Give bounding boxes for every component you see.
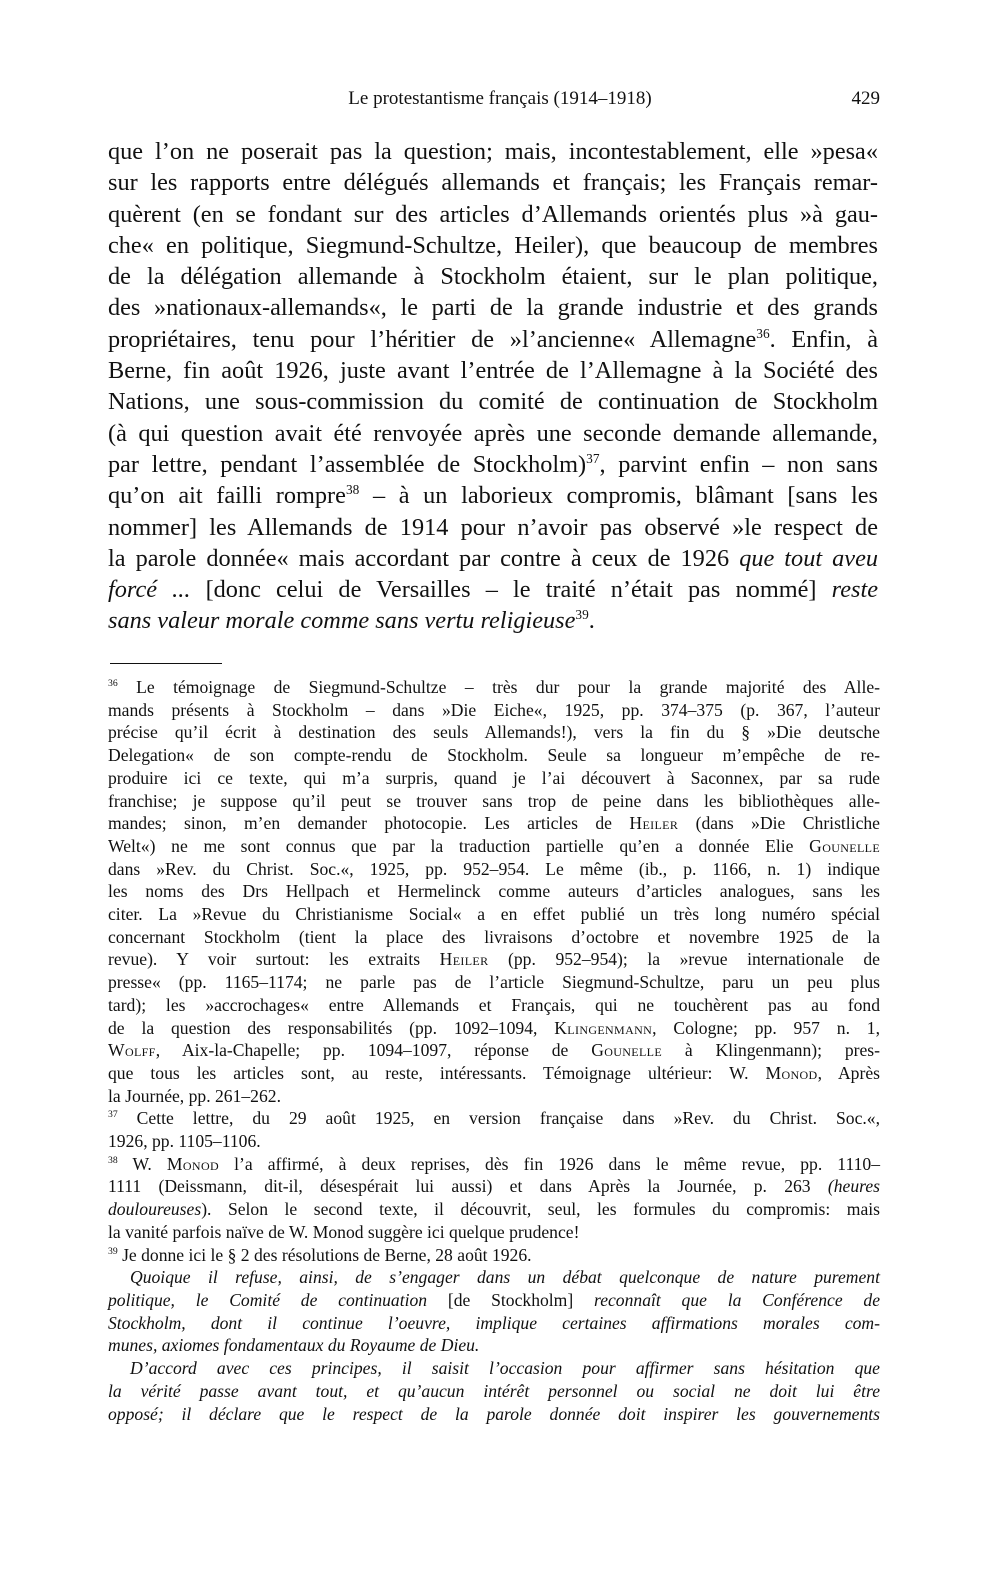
body-text: [donc celui de Versailles – le traité n’était pas nommé]	[190, 576, 832, 604]
footnote-text: ). Selon le second texte, il découvrit, seul, les formules du compromis: mais	[201, 1199, 880, 1220]
footnote-37-line	[108, 1107, 880, 1130]
footnote-38-line	[108, 1198, 880, 1221]
footnote-text: (pp. 952–954); la »revue internationale de	[488, 949, 880, 970]
footnote-36-line: concernant Stockholm (tient la place des livraisons d’octobre et novembre 1925 de la	[108, 926, 880, 947]
footnote-text: revue). Y voir surtout: les extraits	[108, 949, 440, 970]
author-name: Heiler	[629, 813, 679, 834]
footnote-italic: douloureuses	[108, 1199, 202, 1220]
footnote-36-line: la Journée, pp. 261–262.	[108, 1085, 281, 1106]
quote-line: D’accord avec ces principes, il saisit l’occasion pour affirmer sans hésitation que	[130, 1358, 880, 1379]
body-line	[108, 480, 878, 511]
footnote-36-line	[108, 835, 880, 858]
footnote-36-line: les noms des Drs Hellpach et Hermelinck comme auteurs d’articles analogues, sans les	[108, 881, 880, 902]
running-header	[110, 84, 890, 114]
footnote-marker-36: 36	[108, 678, 118, 690]
footnote-marker-37: 37	[108, 1109, 118, 1121]
footnote-36-line	[108, 948, 880, 971]
body-text: la parole donnée« mais accordant par contre à ceux de 1926	[108, 544, 730, 572]
quote-line: munes, axiomes fondamentaux du Royaume de Dieu.	[108, 1335, 480, 1356]
footnote-36-line: produire ici ce texte, qui m’a surpris, quand je l’ai découvert à Saconnex, par sa rude	[108, 767, 880, 788]
running-title: Le protestantisme français (1914–1918)	[348, 88, 652, 109]
body-text: propriétaires, tenu pour l’héritier de »l’ancienne« Allemagne	[108, 325, 757, 353]
body-italic: que tout aveu	[739, 544, 879, 572]
body-line: (à qui question avait été renvoyée après une seconde demande allemande,	[108, 419, 878, 447]
footnote-text: Welt«) ne me sont connus que par la traduction partielle qu’en a donnée Elie	[108, 835, 810, 856]
footnote-text: Le témoignage de Siegmund-Schultze – très dur pour la grande majorité des Alle-	[117, 677, 880, 697]
body-line: des »nationaux-allemands«, le parti de la grande industrie et des grands	[108, 294, 878, 322]
quote-line	[108, 1289, 880, 1312]
footnote-36-line	[108, 676, 880, 699]
quote-line: Quoique il refuse, ainsi, de s’engager dans un débat quelconque de nature purement	[130, 1267, 880, 1288]
footnote-38-line: la vanité parfois naïve de W. Monod suggère ici quelque prudence!	[108, 1221, 580, 1242]
body-italic: reste	[831, 576, 878, 604]
body-line: que l’on ne poserait pas la question; mais, incontestablement, elle »pesa«	[108, 138, 878, 165]
footnote-text: W.	[117, 1153, 167, 1174]
footnote-38-line	[108, 1153, 880, 1176]
footnote-ref-39[interactable]: 39	[575, 607, 589, 623]
quote-text: politique, le Comité de continuation	[108, 1289, 428, 1310]
footnote-separator	[110, 663, 222, 664]
body-text: – à un laborieux compromis, blâmant [sans les	[359, 482, 878, 510]
body-text: , parvint enfin – non sans	[599, 450, 878, 478]
footnote-ref-38[interactable]: 38	[345, 482, 360, 498]
footnote-36-line: presse« (pp. 1165–1174; ne parle pas de l’article Siegmund-Schultze, paru un peu plus	[108, 972, 880, 993]
footnotes	[108, 676, 880, 1425]
footnote-text: mandes; sinon, m’en demander photocopie. Les articles de	[108, 813, 630, 834]
footnote-36-line: mands présents à Stockholm – dans »Die Eiche«, 1925, pp. 374–375 (p. 367, l’auteur	[108, 699, 880, 720]
body-line: che« en politique, Siegmund-Schultze, Heiler), que beaucoup de membres	[108, 231, 878, 259]
author-name: Klingenmann	[554, 1017, 653, 1038]
quote-line: la vérité passe avant tout, et qu’aucun intérêt personnel ou social ne doit lui être	[108, 1380, 880, 1401]
footnote-marker-38: 38	[108, 1154, 118, 1166]
body-italic: sans valeur morale comme sans vertu religieuse	[108, 607, 576, 635]
footnote-36-line: précise qu’il écrit à destination des seuls Allemands!), vers la fin du § »Die deutsche	[108, 722, 880, 743]
footnote-ref-36[interactable]: 36	[756, 325, 770, 341]
footnote-36-line: citer. La »Revue du Christianisme Social« a en effet publié un très long numéro spécial	[108, 904, 880, 925]
body-line: nommer] les Allemands de 1914 pour n’avoir pas observé »le respect de	[108, 513, 878, 541]
body-text: par lettre, pendant l’assemblée de Stockholm)	[108, 450, 587, 478]
footnote-36-line: Delegation« de son compte-rendu de Stockholm. Seule sa longueur m’empêche de re-	[108, 745, 880, 766]
footnote-text: à Klingenmann); pres-	[662, 1040, 880, 1061]
main-text	[108, 136, 878, 637]
body-line	[108, 605, 878, 636]
footnote-39-line	[108, 1244, 880, 1267]
footnote-36-line	[108, 812, 880, 835]
author-name: Monod	[765, 1062, 818, 1083]
footnote-36-line: franchise; je suppose qu’il peut se trouver sans trop de peine dans les bibliothèques alle-	[108, 790, 880, 811]
footnote-36-line: dans »Rev. du Christ. Soc.«, 1925, pp. 952–954. Le même (ib., p. 1166, n. 1) indique	[108, 858, 880, 879]
body-text: . Enfin, à	[769, 325, 878, 353]
body-line	[108, 543, 878, 574]
footnote-text: , Aix-la-Chapelle; pp. 1094–1097, réponse de	[155, 1040, 592, 1061]
author-name: Gounelle	[809, 835, 880, 856]
footnote-text: que tous les articles sont, au reste, intéressants. Témoignage ultérieur: W.	[108, 1062, 766, 1083]
footnote-37-line: 1926, pp. 1105–1106.	[108, 1131, 261, 1152]
footnote-italic: (heures	[827, 1176, 880, 1197]
body-line: de la délégation allemande à Stockholm étaient, sur le plan politique,	[108, 263, 878, 291]
quote-roman: [de Stockholm]	[427, 1289, 594, 1310]
body-italic: forcé ...	[108, 576, 191, 604]
footnote-text: Cette lettre, du 29 août 1925, en version française dans »Rev. du Christ. Soc.«,	[117, 1108, 880, 1129]
footnote-marker-39: 39	[108, 1245, 118, 1257]
author-name: Monod	[166, 1153, 219, 1174]
body-line: sur les rapports entre délégués allemands et français; les Français remar-	[108, 169, 878, 197]
page-number: 429	[851, 88, 880, 109]
body-text: qu’on ait failli rompre	[108, 482, 346, 510]
quote-line: Stockholm, dont il continue l’oeuvre, implique certaines affirmations morales com-	[108, 1312, 880, 1333]
body-line	[108, 324, 878, 355]
footnote-36-line	[108, 1062, 880, 1085]
author-name: Gounelle	[591, 1040, 663, 1061]
quote-text: reconnaît que la Conférence de	[594, 1289, 880, 1310]
footnote-text: (dans »Die Christliche	[678, 813, 880, 834]
footnote-text: , Cologne; pp. 957 n. 1,	[652, 1017, 881, 1038]
body-line: Nations, une sous-commission du comité de continuation de Stockholm	[108, 388, 878, 416]
body-line: Berne, fin août 1926, juste avant l’entrée de l’Allemagne à la Société des	[108, 357, 878, 385]
author-name: Wolff	[108, 1040, 156, 1061]
footnote-text: Je donne ici le § 2 des résolutions de Berne, 28 août 1926.	[117, 1244, 532, 1265]
footnote-text: de la question des responsabilités (pp. 1092–1094,	[108, 1017, 555, 1038]
footnote-36-line: tard); les »accrochages« entre Allemands et Français, qui ne touchèrent pas au fond	[108, 994, 880, 1015]
quote-line: opposé; il déclare que le respect de la parole donnée doit inspirer les gouvernements	[108, 1403, 880, 1424]
footnote-38-line	[108, 1175, 880, 1198]
body-text: .	[588, 607, 595, 635]
footnote-36-line	[108, 1017, 880, 1040]
body-line: quèrent (en se fondant sur des articles d’Allemands orientés plus »à gau-	[108, 200, 878, 228]
body-line	[108, 574, 878, 605]
author-name: Heiler	[439, 949, 489, 970]
body-line	[108, 449, 878, 480]
footnote-ref-37[interactable]: 37	[586, 450, 600, 466]
footnote-36-line	[108, 1039, 880, 1062]
footnote-text: , Après	[817, 1062, 880, 1083]
footnote-text: 1111 (Deissmann, dit-il, désespérait lui aussi) et dans Après la Journée, p. 263	[108, 1176, 828, 1197]
footnote-text: l’a affirmé, à deux reprises, dès fin 1926 dans le même revue, pp. 1110–	[219, 1153, 880, 1174]
